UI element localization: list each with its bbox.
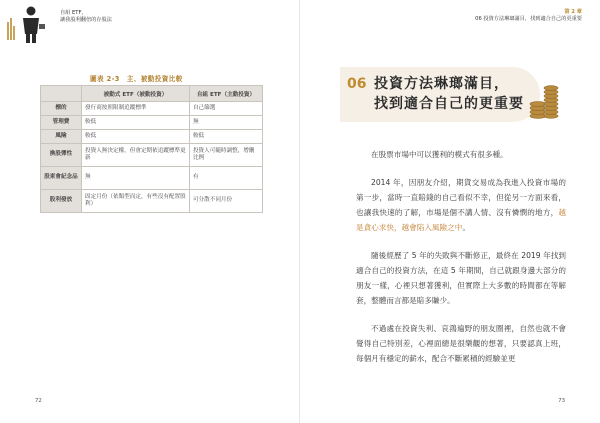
body-text — [356, 147, 566, 379]
section-number: 06 — [347, 76, 367, 92]
table-cell: 較低 — [189, 130, 262, 144]
table-cell: 可分散不同月份 — [189, 190, 262, 213]
section-title-line: 投資方法琳瑯滿目， — [374, 76, 509, 92]
table-header-cell: 被動式 ETF（被動投資） — [82, 86, 190, 102]
table-header-row — [41, 86, 263, 102]
paragraph — [356, 248, 566, 308]
paragraph — [356, 321, 566, 366]
table-cell: 有 — [189, 167, 262, 190]
table-cell: 無 — [82, 167, 190, 190]
table-row — [41, 116, 263, 130]
right-page — [300, 0, 600, 423]
highlighted-text: 越是貪心求快，越會陷入風險之中 — [356, 208, 566, 232]
table-cell: 發行商按照限制追蹤標準 — [82, 102, 190, 116]
table-row — [41, 167, 263, 190]
page-number: 73 — [558, 398, 565, 404]
paragraph-text: 。 — [462, 223, 470, 232]
table-cell: 較低 — [82, 116, 190, 130]
table-row — [41, 190, 263, 213]
author-figure-icon — [7, 4, 47, 44]
table-cell: 較低 — [82, 130, 190, 144]
paragraph-text: 隨後經歷了 5 年的失敗與不斷修正，最終在 2019 年找到適合自己的投資方法，在這 5 年期間，自己就跟身邊大部分的朋友一樣，心裡只想著獲利，但實際上大多數的時間都在等解套，整體而言都是賠多賺少。 — [356, 251, 566, 305]
paragraph — [356, 175, 566, 235]
header-chapter: 第 2 章 — [564, 9, 582, 15]
table-cell: 無 — [189, 116, 262, 130]
table-row — [41, 144, 263, 167]
row-label: 管理費 — [41, 116, 82, 130]
table-header-cell: 自組 ETF（主動投資） — [189, 86, 262, 102]
paragraph-text: 在股票市場中可以獲利的模式有很多種。 — [371, 150, 508, 159]
comparison-table — [40, 85, 263, 213]
header-section: 06 投資方法琳瑯滿目，找到適合自己的更重要 — [475, 16, 582, 22]
page-number: 72 — [35, 398, 42, 404]
row-label: 標的 — [41, 102, 82, 116]
section-title-line: 找到適合自己的更重要 — [374, 96, 524, 112]
table-row — [41, 130, 263, 144]
table-cell: 投資人可隨時調整，增刪比例 — [189, 144, 262, 167]
row-label: 風險 — [41, 130, 82, 144]
paragraph — [356, 147, 566, 162]
coin-stack-icon — [528, 80, 560, 120]
header-line: 讓我股利翻倍的存股法 — [60, 17, 112, 23]
table-caption: 圖表 2-3 主、被動投資比較 — [90, 75, 183, 83]
table-row — [41, 102, 263, 116]
header-line: 自組 ETF， — [60, 10, 87, 16]
running-header-right — [475, 9, 582, 23]
paragraph-text: 不過處在投資失利、哀鴻遍野的朋友圈裡，自然也就不會覺得自己特別差，心裡面總是很樂觀的想著，只要認真上班，每個月有穩定的薪水，配合不斷累積的經驗並更 — [356, 324, 566, 363]
running-header-left — [60, 10, 112, 24]
table-cell: 固定月份（依類型而定，有些沒有配置股利） — [82, 190, 190, 213]
table-cell: 投資人無決定權，但會定期依追蹤標準更新 — [82, 144, 190, 167]
paragraph-text: 2014 年，因朋友介紹，期貨交易成為我進入投資市場的第一步，當時一直賠錢的自己看似不幸，但從另一方面來看，也讓我快速的了解，市場是個不講人情、沒有憐憫的地方， — [356, 178, 566, 217]
table-cell: 自己篩選 — [189, 102, 262, 116]
row-label: 換股彈性 — [41, 144, 82, 167]
table-header-cell — [41, 86, 82, 102]
row-label: 股利發放 — [41, 190, 82, 213]
row-label: 股東會紀念品 — [41, 167, 82, 190]
